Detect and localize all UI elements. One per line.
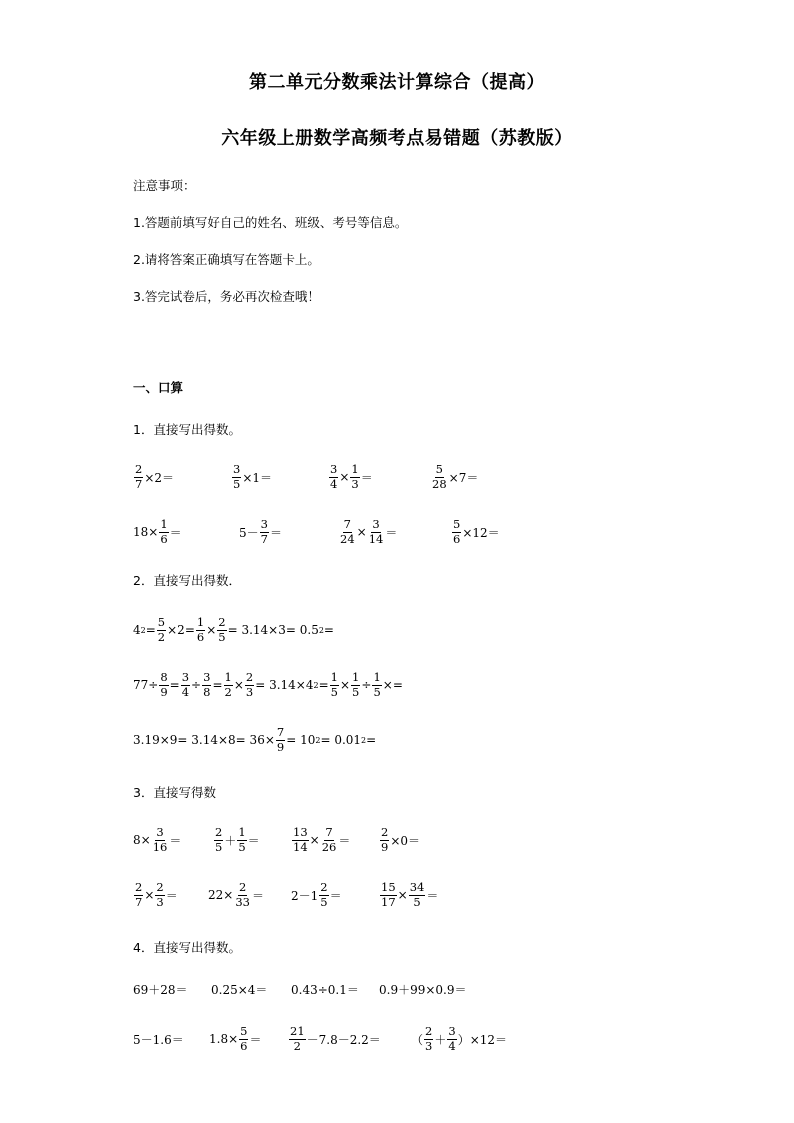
fraction-numerator: 3: [181, 670, 190, 685]
math-text: ×: [233, 678, 244, 692]
fraction: [289, 1025, 306, 1052]
math-text: = 10: [286, 733, 316, 747]
math-item: [430, 455, 478, 499]
fraction: [452, 518, 461, 545]
fraction-denominator: 5: [218, 629, 226, 644]
math-text: －7.8－2.2＝: [306, 1032, 381, 1047]
fraction-numerator: 1: [351, 462, 359, 477]
fraction-numerator: 2: [135, 462, 143, 477]
math-text: = 3.14×3= 0.5: [227, 623, 319, 637]
fraction-denominator: 9: [160, 684, 168, 699]
fraction-numerator: 1: [238, 825, 246, 840]
fraction-numerator: 5: [435, 462, 443, 477]
fraction: [380, 826, 389, 853]
math-text: ＝: [329, 888, 342, 903]
fraction: [431, 463, 448, 490]
fraction-denominator: 8: [203, 684, 211, 699]
fraction-numerator: 15: [381, 880, 396, 895]
fraction-numerator: 2: [245, 670, 254, 685]
math-text: ＝: [169, 833, 182, 848]
fraction-numerator: 2: [135, 880, 143, 895]
math-text: ×: [397, 888, 408, 902]
fraction: [202, 671, 211, 698]
section-title: 一、口算: [133, 380, 184, 395]
math-item: [133, 608, 334, 652]
math-item: [133, 663, 403, 707]
math-item: [291, 967, 359, 1011]
math-text: ×: [339, 678, 351, 692]
math-text: ×2＝: [144, 470, 175, 485]
fraction-denominator: 5: [330, 684, 338, 699]
math-text: 77÷: [133, 678, 159, 692]
question-2-row-2: [133, 663, 733, 707]
fraction: [134, 463, 143, 490]
exponent: 2: [140, 625, 146, 635]
fraction: [339, 518, 356, 545]
fraction-numerator: 3: [156, 825, 164, 840]
fraction-numerator: 3: [233, 462, 241, 477]
math-text: 3.19×9= 3.14×8= 36×: [133, 733, 275, 747]
fraction-denominator: 2: [224, 684, 232, 699]
fraction: [217, 616, 226, 643]
fraction-denominator: 14: [293, 839, 308, 854]
math-item: [379, 873, 438, 917]
question-3-row-1: [133, 818, 733, 862]
math-text: =: [366, 733, 377, 747]
fraction-numerator: 8: [160, 670, 168, 685]
fraction: [321, 826, 338, 853]
notes-heading: 注意事项：: [133, 178, 196, 193]
math-text: ＝: [426, 888, 439, 903]
fraction: [351, 671, 360, 698]
math-expression: [133, 1031, 184, 1048]
math-text: =: [169, 678, 180, 692]
fraction-denominator: 5: [320, 894, 328, 909]
fraction: [239, 1025, 248, 1052]
fraction: [276, 726, 285, 753]
fraction-numerator: 2: [425, 1024, 433, 1039]
fraction-denominator: 5: [215, 839, 223, 854]
fraction-denominator: 33: [235, 894, 250, 909]
fraction-denominator: 3: [245, 684, 254, 699]
fraction-numerator: 1: [330, 670, 338, 685]
math-text: ×0＝: [390, 833, 421, 848]
math-expression: [379, 826, 420, 853]
math-text: 2－1: [291, 888, 319, 903]
math-text: =: [212, 678, 223, 692]
math-expression: [231, 463, 272, 490]
fraction-denominator: 14: [368, 531, 384, 546]
math-text: ＝: [165, 888, 178, 903]
math-expression: [213, 826, 260, 853]
fraction: [214, 826, 223, 853]
math-expression: [291, 881, 342, 908]
math-expression: [411, 1025, 507, 1052]
math-text: ＝: [251, 888, 264, 903]
math-item: [328, 455, 373, 499]
question-1-title: 1．直接写出得数。: [133, 422, 241, 437]
fraction: [232, 463, 241, 490]
fraction-numerator: 3: [203, 670, 211, 685]
question-1-row-2: [133, 510, 733, 554]
math-text: ×: [144, 888, 155, 902]
math-item: [133, 873, 178, 917]
math-text: ＋: [224, 833, 237, 848]
exponent: 2: [313, 680, 319, 690]
fraction-numerator: 3: [372, 517, 380, 532]
math-text: 4: [133, 623, 141, 637]
fraction: [409, 881, 426, 908]
question-2-row-3: [133, 718, 733, 762]
math-expression: [291, 981, 359, 998]
fraction-denominator: 5: [373, 684, 381, 699]
math-item: [208, 873, 264, 917]
fraction-denominator: 28: [432, 476, 447, 491]
math-text: 0.9＋99×0.9＝: [379, 982, 467, 997]
question-4-title: 4．直接写出得数。: [133, 940, 241, 955]
fraction-numerator: 3: [330, 462, 338, 477]
math-expression: [133, 826, 181, 853]
math-text: = 3.14×4: [255, 678, 314, 692]
math-item: [411, 1017, 507, 1061]
fraction: [447, 1025, 456, 1052]
math-item: [133, 510, 182, 554]
math-expression: [451, 518, 500, 545]
math-text: ＝: [269, 525, 282, 540]
fraction-denominator: 5: [352, 684, 360, 699]
math-item: [291, 818, 350, 862]
fraction-denominator: 5: [238, 839, 246, 854]
note-item-2: 2.请将答案正确填写在答题卡上。: [133, 252, 320, 267]
fraction-numerator: 1: [160, 517, 168, 532]
fraction: [260, 518, 269, 545]
math-text: =: [318, 678, 329, 692]
fraction-denominator: 6: [160, 531, 168, 546]
question-4-row-1: [133, 967, 733, 1011]
fraction: [224, 671, 233, 698]
fraction: [134, 881, 143, 908]
math-item: [133, 455, 174, 499]
question-3-row-2: [133, 873, 733, 917]
math-text: 1.8×: [209, 1032, 239, 1046]
exponent: 2: [315, 735, 321, 745]
fraction: [424, 1025, 433, 1052]
fraction: [330, 671, 339, 698]
fraction-numerator: 2: [320, 880, 328, 895]
fraction: [234, 881, 251, 908]
note-item-3: 3.答完试卷后，务必再次检查哦！: [133, 289, 320, 304]
math-text: ＝: [385, 525, 398, 540]
math-text: 5－: [239, 525, 259, 540]
exponent: 2: [361, 735, 367, 745]
math-item: [133, 967, 188, 1011]
fraction-denominator: 9: [276, 739, 285, 754]
math-text: ÷: [191, 678, 202, 692]
fraction-denominator: 17: [381, 894, 396, 909]
fraction-numerator: 5: [453, 517, 461, 532]
fraction-denominator: 2: [293, 1038, 301, 1053]
math-text: 0.43÷0.1＝: [291, 982, 359, 997]
math-text: ×: [339, 470, 350, 484]
math-item: [209, 1017, 261, 1061]
fraction-denominator: 7: [135, 894, 143, 909]
math-item: [379, 967, 467, 1011]
math-text: ×1＝: [242, 470, 273, 485]
fraction-denominator: 6: [196, 629, 205, 644]
math-expression: [338, 518, 397, 545]
fraction-denominator: 5: [413, 894, 421, 909]
fraction-numerator: 21: [290, 1024, 305, 1039]
fraction-numerator: 2: [238, 880, 247, 895]
math-item: [338, 510, 397, 554]
fraction-numerator: 2: [156, 880, 164, 895]
fraction-denominator: 4: [448, 1038, 456, 1053]
fraction-numerator: 5: [157, 615, 166, 630]
fraction-numerator: 13: [293, 825, 308, 840]
fraction-numerator: 3: [448, 1024, 456, 1039]
math-item: [231, 455, 272, 499]
question-2-row-1: [133, 608, 733, 652]
math-expression: [208, 881, 264, 908]
question-4-row-2: [133, 1017, 733, 1061]
fraction: [196, 616, 205, 643]
fraction-numerator: 34: [409, 880, 425, 895]
math-expression: [209, 1025, 261, 1052]
math-text: ＝: [249, 1032, 262, 1047]
worksheet-subtitle: 六年级上册数学高频考点易错题（苏教版）: [221, 128, 573, 149]
math-item: [213, 818, 260, 862]
fraction: [157, 616, 166, 643]
fraction-numerator: 5: [240, 1024, 248, 1039]
math-text: ）×12＝: [457, 1032, 508, 1047]
fraction-numerator: 1: [196, 615, 205, 630]
math-text: 8×: [133, 833, 151, 847]
fraction-denominator: 6: [240, 1038, 248, 1053]
math-item: [239, 510, 282, 554]
fraction-denominator: 16: [152, 839, 168, 854]
math-text: ×: [356, 525, 367, 539]
fraction: [368, 518, 385, 545]
fraction: [372, 671, 381, 698]
math-item: [133, 718, 376, 762]
fraction-numerator: 7: [276, 725, 285, 740]
fraction: [350, 463, 359, 490]
question-3-title: 3．直接写得数: [133, 785, 216, 800]
exponent: 2: [318, 625, 324, 635]
math-expression: [133, 616, 334, 643]
math-text: ×2=: [167, 623, 195, 637]
question-1-row-1: [133, 455, 733, 499]
fraction-numerator: 7: [325, 825, 333, 840]
fraction: [245, 671, 254, 698]
math-text: ＝: [338, 833, 351, 848]
fraction-denominator: 4: [330, 476, 338, 491]
math-item: [133, 818, 181, 862]
fraction-denominator: 26: [321, 839, 337, 854]
math-item: [211, 967, 267, 1011]
worksheet-title: 第二单元分数乘法计算综合（提高）: [249, 72, 545, 93]
math-text: ÷: [361, 678, 372, 692]
fraction: [155, 881, 164, 908]
fraction-numerator: 1: [373, 670, 381, 685]
note-item-1: 1.答题前填写好自己的姓名、班级、考号等信息。: [133, 215, 408, 230]
fraction-numerator: 2: [381, 825, 389, 840]
fraction: [329, 463, 338, 490]
math-text: ＝: [360, 470, 373, 485]
fraction-denominator: 6: [453, 531, 461, 546]
math-item: [379, 818, 420, 862]
math-expression: [379, 881, 438, 908]
math-text: 69＋28＝: [133, 982, 188, 997]
fraction: [159, 518, 168, 545]
math-expression: [211, 981, 267, 998]
fraction-numerator: 2: [215, 825, 223, 840]
math-text: =: [145, 623, 156, 637]
fraction-denominator: 3: [351, 476, 359, 491]
math-expression: [133, 518, 182, 545]
math-text: ×: [309, 833, 320, 847]
math-text: （: [411, 1032, 424, 1047]
math-text: ＝: [247, 833, 260, 848]
fraction-numerator: 3: [260, 517, 268, 532]
fraction-numerator: 2: [218, 615, 226, 630]
math-expression: [239, 518, 282, 545]
math-text: =: [323, 623, 334, 637]
fraction: [380, 881, 397, 908]
math-expression: [133, 726, 376, 753]
math-text: ×12＝: [462, 525, 500, 540]
fraction: [292, 826, 309, 853]
math-item: [451, 510, 500, 554]
math-text: ×: [206, 623, 217, 637]
math-expression: [133, 981, 188, 998]
math-text: 18×: [133, 525, 159, 539]
math-text: ＋: [434, 1032, 447, 1047]
math-expression: [133, 881, 178, 908]
math-expression: [328, 463, 373, 490]
fraction-denominator: 4: [181, 684, 190, 699]
math-text: 0.25×4＝: [211, 982, 268, 997]
fraction-numerator: 1: [352, 670, 360, 685]
fraction-numerator: 7: [343, 517, 351, 532]
math-expression: [379, 981, 467, 998]
fraction-denominator: 7: [260, 531, 268, 546]
fraction: [319, 881, 328, 908]
fraction-denominator: 9: [381, 839, 389, 854]
question-2-title: 2．直接写出得数．: [133, 573, 241, 588]
fraction: [181, 671, 190, 698]
math-item: [288, 1017, 381, 1061]
math-item: [133, 1017, 184, 1061]
math-item: [291, 873, 342, 917]
fraction-denominator: 5: [233, 476, 241, 491]
math-expression: [430, 463, 478, 490]
fraction: [152, 826, 169, 853]
fraction-denominator: 3: [425, 1038, 433, 1053]
math-text: = 0.01: [320, 733, 362, 747]
math-text: ×7＝: [448, 470, 479, 485]
math-text: ×=: [382, 678, 403, 692]
fraction-denominator: 7: [135, 476, 143, 491]
fraction-denominator: 24: [340, 531, 355, 546]
math-text: 22×: [208, 888, 234, 902]
fraction-denominator: 2: [157, 629, 166, 644]
fraction-denominator: 3: [156, 894, 164, 909]
math-expression: [133, 671, 403, 698]
fraction-numerator: 1: [224, 670, 232, 685]
math-expression: [291, 826, 350, 853]
math-expression: [133, 463, 174, 490]
fraction: [237, 826, 246, 853]
math-text: ＝: [169, 525, 182, 540]
math-expression: [288, 1025, 381, 1052]
fraction: [159, 671, 168, 698]
math-text: 5－1.6＝: [133, 1032, 184, 1047]
